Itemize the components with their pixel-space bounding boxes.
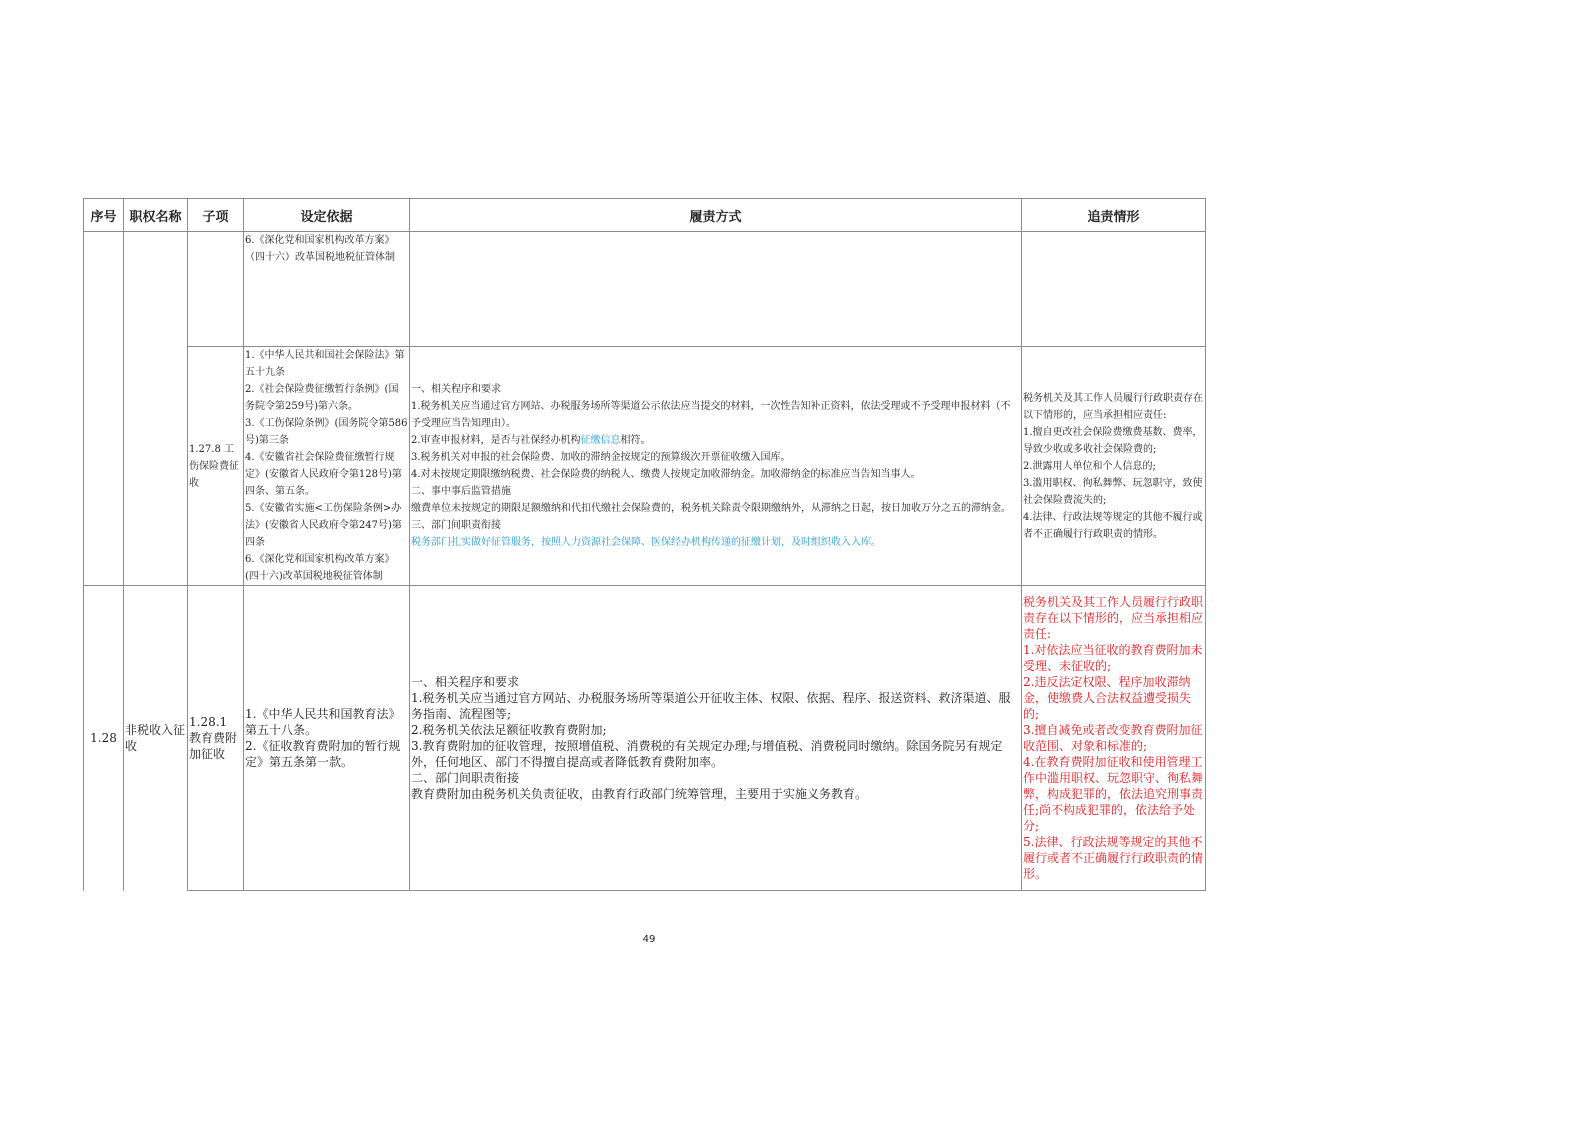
cell-sub-item: 1.27.8 工伤保险费征收 [188, 347, 244, 586]
cell-power-name: 非税收入征收 [124, 586, 188, 891]
basis-item: 5.《安徽省实施<工伤保险条例>办法》(安徽省人民政府令第247号)第四条 [245, 503, 402, 548]
accountability-item: 2.违反法定权限、程序加收滞纳金，使缴费人合法权益遭受损失的; [1023, 675, 1192, 721]
duty-paragraph [411, 432, 1020, 449]
duty-paragraph: 4.对未按规定期限缴纳税费、社会保险费的纳税人、缴费人按规定加收滞纳金。加收滞纳金的标准应当告知当事人。 [411, 469, 921, 480]
basis-item: 4.《安徽省社会保险费征缴暂行规定》(安徽省人民政府令第128号)第四条、第五条。 [245, 452, 402, 497]
cell-power-name-continued [124, 232, 188, 586]
cell-sub-item: 1.28.1 教育费附加征收 [188, 586, 244, 891]
table-row [84, 586, 1206, 891]
accountability-item: 税务机关及其工作人员履行行政职责存在以下情形的，应当承担相应责任: [1023, 595, 1204, 641]
cell-accountability [1022, 586, 1206, 891]
duty-paragraph: 3.税务机关对申报的社会保险费、加收的滞纳金按规定的预算级次开票征收缴入国库。 [411, 452, 791, 463]
accountability-item: 1.擅自更改社会保险费缴费基数、费率，导致少收或多收社会保险费的; [1023, 426, 1203, 455]
basis-item: 1.《中华人民共和国社会保险法》第五十九条 [245, 350, 405, 378]
basis-item: 3.《工伤保险条例》(国务院令第586号)第三条 [245, 418, 408, 446]
header-serial-number: 序号 [84, 199, 124, 232]
cell-accountability [1022, 347, 1206, 586]
cell-serial-number: 1.28 [84, 586, 124, 891]
duty-paragraph: 3.教育费附加的征收管理，按照增值税、消费税的有关规定办理;与增值税、消费税同时缴纳。除国务院另有规定外，任何地区、部门不得擅自提高或者降低教育费附加率。 [411, 739, 1003, 769]
accountability-item: 5.法律、行政法规等规定的其他不履行或者不正确履行行政职责的情形。 [1023, 835, 1204, 881]
section-heading: 一、相关程序和要求 [411, 384, 501, 395]
cell-sub-item-empty [188, 232, 244, 347]
basis-item: 1.《中华人民共和国教育法》第五十八条。 [245, 707, 401, 737]
header-accountability: 追责情形 [1022, 199, 1206, 232]
basis-item: 2.《征收教育费附加的暂行规定》第五条第一款。 [245, 739, 401, 769]
accountability-item: 2.泄露用人单位和个人信息的; [1023, 460, 1156, 472]
accountability-item: 1.对依法应当征收的教育费附加未受理、未征收的; [1023, 643, 1203, 673]
cell-duty-method-empty [410, 232, 1022, 347]
accountability-item: 4.在教育费附加征收和使用管理工作中滥用职权、玩忽职守、徇私舞弊，构成犯罪的，依法追究刑事责任;尚不构成犯罪的，依法给予处分; [1023, 755, 1204, 833]
duty-paragraph-highlighted: 税务部门扎实做好征管服务，按照人力资源社会保障、医保经办机构传递的征缴计划，及时组织收入入库。 [411, 537, 881, 548]
cell-duty-method [410, 586, 1022, 891]
section-heading: 二、事中事后监管措施 [411, 486, 511, 497]
duty-paragraph: 2.税务机关依法足额征收教育费附加; [411, 723, 607, 737]
duty-paragraph: 教育费附加由税务机关负责征收，由教育行政部门统筹管理，主要用于实施义务教育。 [411, 787, 868, 801]
accountability-item: 税务机关及其工作人员履行行政职责存在以下情形的，应当承担相应责任: [1023, 392, 1203, 421]
duty-paragraph: 1.税务机关应当通过官方网站、办税服务场所等渠道公示依法应当提交的材料，一次性告知补正资料，依法受理或不予受理申报材料（不予受理应当告知理由）。 [411, 401, 1011, 429]
accountability-item: 3.擅自减免或者改变教育费附加征收范围、对象和标准的; [1023, 723, 1203, 753]
table-row [84, 232, 1206, 347]
cell-legal-basis [244, 347, 410, 586]
header-sub-item: 子项 [188, 199, 244, 232]
duty-text: 相符。 [620, 435, 651, 446]
section-heading: 一、相关程序和要求 [411, 675, 520, 689]
cell-legal-basis [244, 232, 410, 347]
header-power-name: 职权名称 [124, 199, 188, 232]
duty-paragraph: 1.税务机关应当通过官方网站、办税服务场所等渠道公开征收主体、权限、依据、程序、报送资料、救济渠道、服务指南、流程图等; [411, 691, 1011, 721]
duty-paragraph: 缴费单位未按规定的期限足额缴纳和代扣代缴社会保险费的，税务机关除责令限期缴纳外，从滞纳之日起，按日加收万分之五的滞纳金。 [411, 503, 1011, 514]
accountability-item: 4.法律、行政法规等规定的其他不履行或者不正确履行行政职责的情形。 [1023, 511, 1203, 540]
section-heading: 三、部门间职责衔接 [411, 520, 501, 531]
cell-accountability-empty [1022, 232, 1206, 347]
basis-item: 6.《深化党和国家机构改革方案》（四十六）改革国税地税征管体制 [245, 235, 395, 263]
duty-table [83, 198, 1206, 891]
duty-text: 2.审查申报材料，是否与社保经办机构 [411, 435, 581, 446]
accountability-item: 3.滥用职权、徇私舞弊、玩忽职守，致使社会保险费流失的; [1023, 477, 1203, 506]
header-duty-method: 履责方式 [410, 199, 1022, 232]
table-header-row [84, 199, 1206, 232]
section-heading: 二、部门间职责衔接 [411, 771, 520, 785]
header-legal-basis: 设定依据 [244, 199, 410, 232]
cell-serial-number-continued [84, 232, 124, 586]
table-row [84, 347, 1206, 586]
highlighted-term: 征缴信息 [580, 435, 621, 446]
cell-duty-method [410, 347, 1022, 586]
basis-item: 6.《深化党和国家机构改革方案》(四十六)改革国税地税征管体制 [245, 554, 395, 582]
cell-legal-basis [244, 586, 410, 891]
page-number: 49 [642, 934, 656, 945]
basis-item: 2.《社会保险费征缴暂行条例》(国务院令第259号)第六条。 [245, 384, 399, 412]
